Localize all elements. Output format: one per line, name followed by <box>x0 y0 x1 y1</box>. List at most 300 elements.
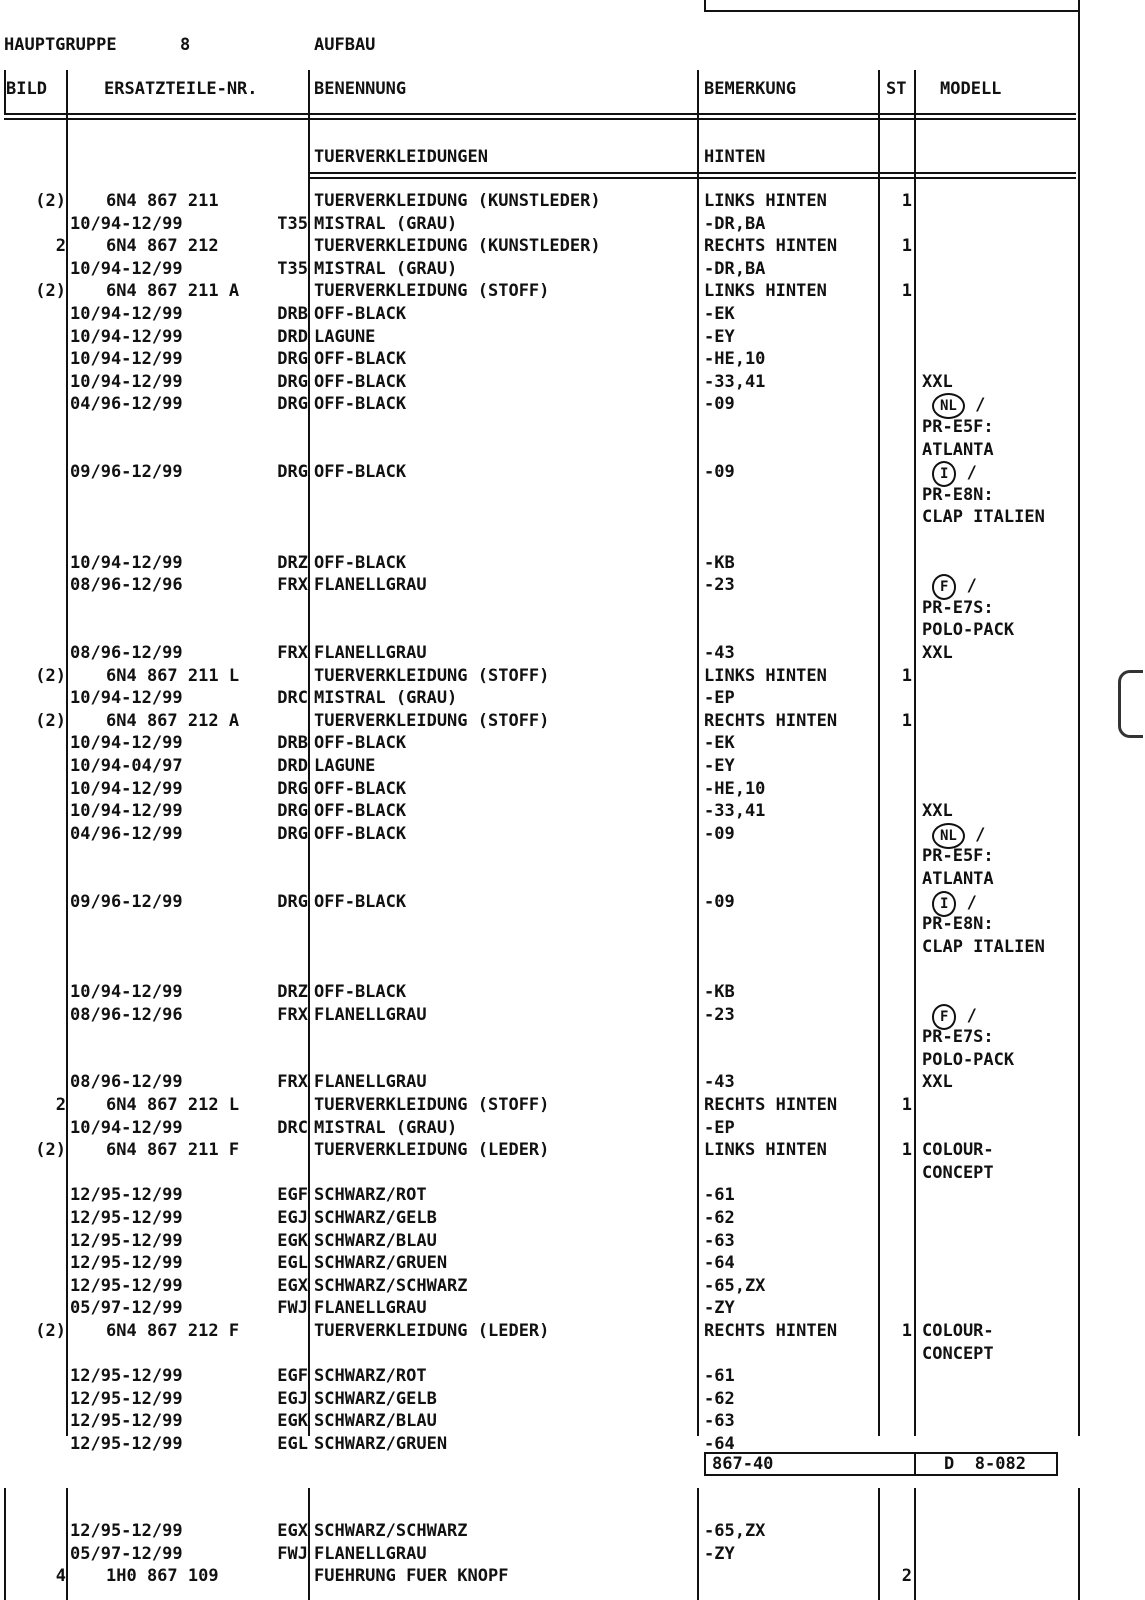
cell-modell <box>922 1071 953 1093</box>
cell-benennung: MISTRAL (GRAU) <box>314 258 458 279</box>
part-number-text: 6N4 867 211 L <box>106 665 240 686</box>
cell-bemerkung: -61 <box>704 1185 735 1206</box>
section-rule-1 <box>308 172 1076 174</box>
color-code: FWJ <box>277 1298 308 1319</box>
cell-benennung: SCHWARZ/ROT <box>314 1366 427 1387</box>
section-rule-2 <box>308 177 1076 179</box>
table-row <box>0 755 1145 777</box>
table-row <box>0 687 1145 709</box>
group-name: AUFBAU <box>314 35 376 55</box>
cell-modell <box>922 1049 1014 1071</box>
cell-stueck: 1 <box>901 665 912 686</box>
badge-slash: / <box>964 395 986 416</box>
cell-bemerkung: -33,41 <box>704 801 766 822</box>
cell-bemerkung: RECHTS HINTEN <box>704 236 838 257</box>
cell-benennung: OFF-BLACK <box>314 982 407 1002</box>
cell-benennung: SCHWARZ/GRUEN <box>314 1253 448 1274</box>
cell-bemerkung: LINKS HINTEN <box>704 665 827 686</box>
modell-text: POLO-PACK <box>922 1049 1015 1070</box>
cell-benennung: FLANELLGRAU <box>314 1004 427 1025</box>
cell-bemerkung: -EK <box>704 733 735 754</box>
badge-slash: / <box>956 892 977 913</box>
table-row <box>0 348 1145 370</box>
cell-part-number <box>70 755 308 777</box>
cell-stueck: 1 <box>901 191 912 211</box>
table-row <box>0 1565 1145 1587</box>
table-row <box>0 845 1145 867</box>
cell-part-number <box>70 280 344 302</box>
table-row <box>0 235 1145 257</box>
part-number-text: 08/96-12/99 <box>70 1072 183 1093</box>
cell-benennung: MISTRAL (GRAU) <box>314 1117 458 1138</box>
cell-modell <box>922 800 953 822</box>
table-row <box>0 1543 1145 1565</box>
part-number-text: 12/95-12/99 <box>70 1434 183 1454</box>
cell-part-number <box>70 823 308 845</box>
table-row <box>0 958 1145 980</box>
table-row <box>0 619 1145 641</box>
cell-bemerkung: -KB <box>704 552 735 573</box>
cell-benennung: SCHWARZ/SCHWARZ <box>314 1521 468 1541</box>
part-number-text: 12/95-12/99 <box>70 1521 183 1541</box>
cell-benennung: FUEHRUNG FUER KNOPF <box>314 1566 509 1587</box>
part-number-text: 10/94-12/99 <box>70 258 183 279</box>
table-row <box>0 1004 1145 1026</box>
col-st: ST <box>886 79 907 99</box>
country-badge: NL <box>932 393 965 419</box>
cell-bemerkung: -61 <box>704 1366 735 1387</box>
table-row <box>0 868 1145 890</box>
part-number-text: 08/96-12/96 <box>70 575 183 596</box>
cell-benennung: FLANELLGRAU <box>314 575 427 596</box>
part-number-text: 12/95-12/99 <box>70 1388 183 1409</box>
cell-part-number <box>70 1297 308 1319</box>
cell-bemerkung: -DR,BA <box>704 258 766 279</box>
table-row <box>0 1365 1145 1387</box>
part-number-text: 12/95-12/99 <box>70 1253 183 1274</box>
color-code: DRD <box>277 756 308 776</box>
part-number-text: 08/96-12/96 <box>70 1004 183 1025</box>
table-row <box>0 1320 1145 1342</box>
cell-bemerkung: -63 <box>704 1411 735 1432</box>
country-badge: I <box>932 891 956 917</box>
cell-bild: (2) <box>35 665 66 686</box>
cell-bild: (2) <box>35 281 66 302</box>
cell-bemerkung: -EY <box>704 756 735 776</box>
cell-modell <box>922 1343 994 1365</box>
table-row <box>0 778 1145 800</box>
cell-bild: 4 <box>55 1566 66 1587</box>
table-row <box>0 800 1145 822</box>
cell-part-number <box>70 235 344 257</box>
color-code: EGX <box>277 1275 308 1296</box>
country-badge: F <box>932 574 956 600</box>
table-row <box>0 913 1145 935</box>
cell-part-number <box>70 1094 344 1116</box>
color-code: DRG <box>277 778 308 799</box>
modell-text: CONCEPT <box>922 1162 994 1183</box>
cell-stueck: 1 <box>901 1140 912 1161</box>
cell-part-number <box>70 642 308 664</box>
cell-bemerkung: -63 <box>704 1230 735 1251</box>
cell-part-number <box>70 1388 308 1410</box>
table-row <box>0 1117 1145 1139</box>
table-row <box>0 484 1145 506</box>
cell-part-number <box>70 778 308 800</box>
cell-part-number <box>70 190 344 212</box>
table-row <box>0 981 1145 1003</box>
col-modell: MODELL <box>940 79 1002 99</box>
part-number-text: 10/94-12/99 <box>70 304 183 324</box>
table-row <box>0 1071 1145 1093</box>
cell-modell <box>922 1320 994 1342</box>
cell-benennung: TUERVERKLEIDUNG (LEDER) <box>314 1321 550 1341</box>
modell-text: ATLANTA <box>922 439 994 460</box>
cell-part-number <box>70 1071 308 1093</box>
cell-bemerkung: -EP <box>704 1117 735 1138</box>
part-number-text: 08/96-12/99 <box>70 643 183 663</box>
cell-bild: (2) <box>35 191 66 211</box>
part-number-text: 09/96-12/99 <box>70 462 183 483</box>
part-number-text: 12/95-12/99 <box>70 1366 183 1387</box>
modell-text: ATLANTA <box>922 869 994 889</box>
part-number-text: 6N4 867 212 F <box>106 1321 240 1341</box>
color-code: DRG <box>277 891 308 912</box>
modell-text: PR-E7S: <box>922 597 994 618</box>
part-number-text: 05/97-12/99 <box>70 1298 183 1319</box>
cell-bemerkung: -43 <box>704 643 735 663</box>
cell-benennung: OFF-BLACK <box>314 371 407 392</box>
table-row <box>0 371 1145 393</box>
modell-text: XXL <box>922 643 953 663</box>
cell-bemerkung: -64 <box>704 1253 735 1274</box>
cell-benennung: FLANELLGRAU <box>314 1072 427 1093</box>
part-number-text: 04/96-12/99 <box>70 823 183 844</box>
cell-bemerkung: -09 <box>704 823 735 844</box>
cell-part-number <box>70 1365 308 1387</box>
cell-bemerkung: -DR,BA <box>704 213 766 234</box>
cell-part-number <box>70 371 308 393</box>
part-number-text: 10/94-12/99 <box>70 326 183 347</box>
cell-bemerkung: -43 <box>704 1072 735 1093</box>
table-row <box>0 552 1145 574</box>
modell-text: CLAP ITALIEN <box>922 936 1045 957</box>
cell-modell <box>922 913 994 935</box>
modell-text: POLO-PACK <box>922 620 1015 641</box>
cell-benennung: OFF-BLACK <box>314 552 407 573</box>
cell-benennung: LAGUNE <box>314 326 376 347</box>
cell-bild: 2 <box>55 236 66 257</box>
cell-modell <box>922 416 994 438</box>
cell-benennung: OFF-BLACK <box>314 891 407 912</box>
modell-text: COLOUR- <box>922 1140 994 1161</box>
modell-text: PR-E7S: <box>922 1027 994 1048</box>
table-row <box>0 506 1145 528</box>
cell-modell <box>922 1162 994 1184</box>
cell-stueck: 1 <box>901 281 912 302</box>
cell-stueck: 1 <box>901 710 912 731</box>
table-row <box>0 1230 1145 1252</box>
color-code: T35 <box>277 258 308 279</box>
color-code: EGF <box>277 1366 308 1387</box>
color-code: EGX <box>277 1521 308 1541</box>
part-number-text: 12/95-12/99 <box>70 1185 183 1206</box>
modell-text: PR-E8N: <box>922 484 994 505</box>
table-row <box>0 823 1145 845</box>
cell-part-number <box>70 303 308 325</box>
cell-benennung: SCHWARZ/GELB <box>314 1388 437 1409</box>
cell-bemerkung: -KB <box>704 982 735 1002</box>
group-number: 8 <box>180 35 191 55</box>
cell-bemerkung: -ZY <box>704 1543 735 1564</box>
cell-stueck: 1 <box>901 1321 912 1341</box>
table-row <box>0 1388 1145 1410</box>
cell-bild: (2) <box>35 710 66 731</box>
edge-fragment-mark <box>1118 670 1143 738</box>
cell-bemerkung: RECHTS HINTEN <box>704 1321 838 1341</box>
table-row <box>0 190 1145 212</box>
cell-part-number <box>70 1117 308 1139</box>
cell-part-number <box>70 1252 308 1274</box>
modell-text: PR-E8N: <box>922 914 994 935</box>
cell-bild: (2) <box>35 1140 66 1161</box>
cell-benennung: SCHWARZ/SCHWARZ <box>314 1275 468 1296</box>
cell-bemerkung: -HE,10 <box>704 349 766 370</box>
col-bild: BILD <box>6 79 47 99</box>
part-number-text: 12/95-12/99 <box>70 1230 183 1251</box>
part-number-text: 10/94-12/99 <box>70 982 183 1002</box>
cell-part-number <box>70 461 308 483</box>
modell-text: CONCEPT <box>922 1343 994 1364</box>
color-code: T35 <box>277 213 308 234</box>
cell-modell <box>922 619 1014 641</box>
table-row <box>0 1297 1145 1319</box>
top-corner-box <box>704 0 1080 12</box>
section-remark: HINTEN <box>704 147 766 167</box>
cell-part-number <box>70 1565 344 1587</box>
table-row <box>0 213 1145 235</box>
table-row <box>0 280 1145 302</box>
cell-stueck: 1 <box>901 236 912 257</box>
cell-benennung: TUERVERKLEIDUNG (STOFF) <box>314 1095 550 1115</box>
table-row <box>0 597 1145 619</box>
cell-part-number <box>70 574 308 596</box>
cell-bemerkung: -62 <box>704 1388 735 1409</box>
part-number-text: 09/96-12/99 <box>70 891 183 912</box>
cell-benennung: TUERVERKLEIDUNG (KUNSTLEDER) <box>314 236 601 257</box>
color-code: EGJ <box>277 1208 308 1228</box>
part-number-text: 6N4 867 211 F <box>106 1140 240 1161</box>
color-code: DRD <box>277 326 308 347</box>
cell-benennung: OFF-BLACK <box>314 778 407 799</box>
cell-bemerkung: -EY <box>704 326 735 347</box>
cell-benennung: SCHWARZ/BLAU <box>314 1230 437 1251</box>
part-number-text: 6N4 867 211 <box>106 191 219 211</box>
cell-bemerkung: -HE,10 <box>704 778 766 799</box>
cell-part-number <box>70 348 308 370</box>
color-code: DRG <box>277 394 308 415</box>
table-row <box>0 1184 1145 1206</box>
cell-bemerkung: -62 <box>704 1208 735 1228</box>
modell-text: XXL <box>922 801 953 822</box>
cell-bemerkung: RECHTS HINTEN <box>704 1095 838 1115</box>
section-title: TUERVERKLEIDUNGEN <box>314 147 488 167</box>
table-row <box>0 393 1145 415</box>
cell-bemerkung: -ZY <box>704 1298 735 1319</box>
cell-bemerkung: -09 <box>704 462 735 483</box>
cell-part-number <box>70 1207 308 1229</box>
table-row <box>0 1026 1145 1048</box>
color-code: FRX <box>277 575 308 596</box>
cell-modell <box>922 868 994 890</box>
cell-benennung: SCHWARZ/GELB <box>314 1208 437 1228</box>
part-number-text: 10/94-12/99 <box>70 1117 183 1138</box>
color-code: EGF <box>277 1185 308 1206</box>
country-badge: NL <box>932 823 965 849</box>
cell-modell <box>922 642 953 664</box>
color-code: DRG <box>277 801 308 822</box>
cell-bemerkung: -09 <box>704 891 735 912</box>
cell-part-number <box>70 258 308 280</box>
cell-benennung: SCHWARZ/ROT <box>314 1185 427 1206</box>
group-label: HAUPTGRUPPE <box>4 35 117 55</box>
part-number-text: 6N4 867 212 A <box>106 710 240 731</box>
cell-part-number <box>70 687 308 709</box>
cell-part-number <box>70 1410 308 1432</box>
cell-modell <box>922 1026 994 1048</box>
part-number-text: 10/94-12/99 <box>70 801 183 822</box>
part-number-text: 12/95-12/99 <box>70 1208 183 1228</box>
part-number-text: 10/94-12/99 <box>70 778 183 799</box>
cell-part-number <box>70 326 308 348</box>
cell-bemerkung: LINKS HINTEN <box>704 191 827 211</box>
table-row <box>0 1049 1145 1071</box>
cell-part-number <box>70 393 308 415</box>
table-row <box>0 574 1145 596</box>
modell-text: COLOUR- <box>922 1321 994 1341</box>
table-row <box>0 1252 1145 1274</box>
cell-part-number <box>70 732 308 754</box>
table-row <box>0 642 1145 664</box>
cell-part-number <box>70 213 308 235</box>
part-number-text: 04/96-12/99 <box>70 394 183 415</box>
table-row <box>0 1139 1145 1161</box>
part-number-text: 05/97-12/99 <box>70 1543 183 1564</box>
col-teil: ERSATZTEILE-NR. <box>104 79 258 99</box>
cell-part-number <box>70 1320 344 1342</box>
table-row <box>0 710 1145 732</box>
modell-text: PR-E5F: <box>922 846 994 867</box>
badge-slash: / <box>956 463 977 484</box>
part-number-text: 10/94-04/97 <box>70 756 183 776</box>
table-row <box>0 529 1145 551</box>
part-number-text: 10/94-12/99 <box>70 552 183 573</box>
cell-modell <box>922 1139 994 1161</box>
cell-benennung: LAGUNE <box>314 756 376 776</box>
cell-part-number <box>70 891 308 913</box>
color-code: FRX <box>277 1072 308 1093</box>
cell-stueck: 1 <box>901 1095 912 1115</box>
cell-part-number <box>70 1184 308 1206</box>
color-code: DRG <box>277 371 308 392</box>
table-row <box>0 891 1145 913</box>
part-number-text: 10/94-12/99 <box>70 371 183 392</box>
cell-modell <box>922 597 994 619</box>
table-row <box>0 732 1145 754</box>
cell-benennung: OFF-BLACK <box>314 823 407 844</box>
cell-part-number <box>70 1520 308 1542</box>
color-code: DRZ <box>277 982 308 1002</box>
table-row <box>0 439 1145 461</box>
cell-part-number <box>70 1139 344 1161</box>
part-number-text: 12/95-12/99 <box>70 1411 183 1432</box>
color-code: DRG <box>277 823 308 844</box>
part-number-text: 10/94-12/99 <box>70 349 183 370</box>
cell-benennung: OFF-BLACK <box>314 304 407 324</box>
cell-bemerkung: -09 <box>704 394 735 415</box>
modell-text: PR-E5F: <box>922 417 994 437</box>
color-code: DRB <box>277 304 308 324</box>
color-code: DRC <box>277 1117 308 1138</box>
cell-bild: 2 <box>55 1095 66 1115</box>
cell-bemerkung: LINKS HINTEN <box>704 281 827 302</box>
color-code: EGL <box>277 1253 308 1274</box>
modell-text: XXL <box>922 371 953 392</box>
cell-modell <box>922 845 994 867</box>
modell-text: CLAP ITALIEN <box>922 507 1045 528</box>
cell-bild: (2) <box>35 1321 66 1341</box>
part-number-text: 10/94-12/99 <box>70 688 183 709</box>
cell-benennung: FLANELLGRAU <box>314 643 427 663</box>
table-row <box>0 936 1145 958</box>
cell-benennung: FLANELLGRAU <box>314 1298 427 1319</box>
badge-slash: / <box>956 576 977 597</box>
cell-bemerkung: LINKS HINTEN <box>704 1140 827 1161</box>
cell-part-number <box>70 1275 308 1297</box>
table-row <box>0 258 1145 280</box>
part-number-text: 6N4 867 212 L <box>106 1095 240 1115</box>
cell-part-number <box>70 710 344 732</box>
color-code: FRX <box>277 643 308 663</box>
col-divider-1 <box>4 70 6 114</box>
color-code: EGK <box>277 1230 308 1251</box>
table-row <box>0 326 1145 348</box>
cell-part-number <box>70 1004 308 1026</box>
color-code: FWJ <box>277 1543 308 1564</box>
color-code: DRG <box>277 349 308 370</box>
table-row <box>0 1162 1145 1184</box>
table-row <box>0 303 1145 325</box>
cell-modell <box>922 506 1045 528</box>
part-number-text: 1H0 867 109 <box>106 1566 219 1587</box>
color-code: EGJ <box>277 1388 308 1409</box>
cell-bemerkung: -EK <box>704 304 735 324</box>
cell-modell <box>922 936 1045 958</box>
color-code: EGL <box>277 1434 308 1454</box>
part-number-text: 10/94-12/99 <box>70 213 183 234</box>
table-row <box>0 1520 1145 1542</box>
cell-bemerkung: -65,ZX <box>704 1275 766 1296</box>
col-bem: BEMERKUNG <box>704 79 797 99</box>
cell-bemerkung: RECHTS HINTEN <box>704 710 838 731</box>
cell-benennung: TUERVERKLEIDUNG (LEDER) <box>314 1140 550 1161</box>
cell-benennung: OFF-BLACK <box>314 801 407 822</box>
cell-bemerkung: -23 <box>704 575 735 596</box>
modell-text: XXL <box>922 1072 953 1093</box>
table-row <box>0 416 1145 438</box>
cell-bemerkung: -23 <box>704 1004 735 1025</box>
cell-benennung: TUERVERKLEIDUNG (STOFF) <box>314 710 550 731</box>
